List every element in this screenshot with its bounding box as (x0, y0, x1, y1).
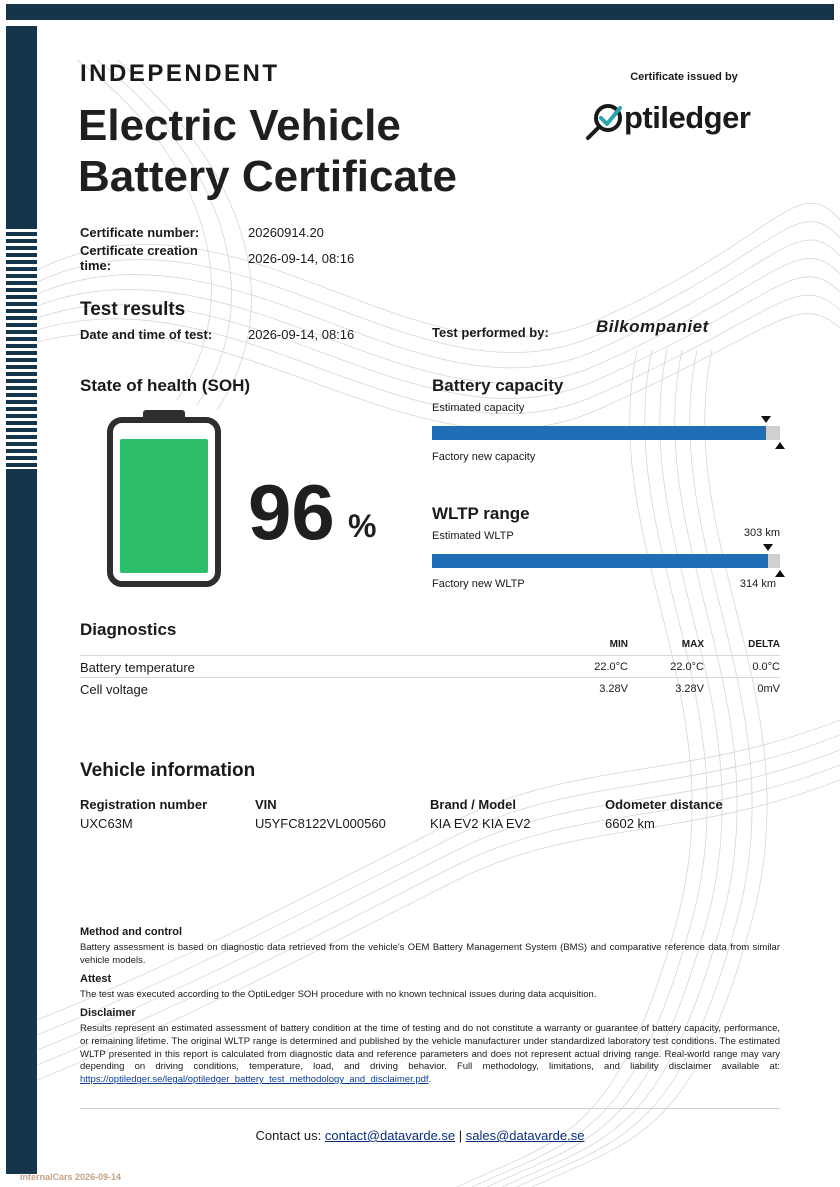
vehicle-info-heading: Vehicle information (80, 760, 256, 781)
contact-separator: | (455, 1128, 466, 1143)
estimated-wltp-value: 303 km (743, 527, 780, 539)
battery-fill (120, 439, 208, 573)
factory-capacity-label: Factory new capacity (432, 451, 536, 463)
diag-col-delta: DELTA (748, 639, 780, 650)
attest-heading: Attest (80, 973, 112, 985)
title-line-1: Electric Vehicle (78, 101, 401, 150)
wltp-bar (432, 544, 782, 580)
factory-wltp-value: 314 km (739, 578, 776, 590)
brand-model-value: KIA EV2 KIA EV2 (430, 816, 531, 831)
diag-row-min: 3.28V (599, 683, 628, 695)
logo-wordmark: ptiledger (624, 100, 751, 135)
left-border-stripes (6, 225, 37, 469)
registration-label: Registration number (80, 797, 208, 812)
test-performed-by-label: Test performed by: (432, 325, 549, 340)
test-results-heading: Test results (80, 299, 186, 320)
bar-track (432, 426, 780, 440)
certificate-number-label: Certificate number: (80, 225, 200, 240)
soh-heading: State of health (SOH) (80, 376, 251, 395)
page-title (78, 100, 518, 202)
vin-value: U5YFC8122VL000560 (255, 816, 386, 831)
footer-divider (80, 1108, 780, 1109)
issued-by-label: Certificate issued by (630, 71, 738, 83)
diag-row-name: Battery temperature (80, 660, 195, 675)
sales-email-link[interactable]: sales@datavarde.se (465, 1128, 585, 1143)
battery-capacity-bar (432, 416, 782, 452)
disclaimer-end: . (428, 1074, 432, 1086)
diag-row-max: 22.0°C (670, 661, 704, 673)
optiledger-logo (584, 98, 784, 142)
internal-watermark: InternalCars 2026-09-14 (20, 1172, 122, 1182)
disclaimer-link[interactable]: https://optiledger.se/legal/optiledger_battery_test_methodology_and_disclaimer.pdf (80, 1074, 429, 1086)
bar-fill (432, 426, 766, 440)
left-border-bar (6, 26, 37, 1174)
bar-remaining (768, 554, 780, 568)
certificate-creation-label (80, 243, 198, 273)
certificate-number-value: 20260914.20 (248, 225, 324, 240)
brand-model-label: Brand / Model (430, 797, 516, 812)
certificate-creation-label-line-1: Certificate creation (80, 243, 198, 258)
bar-fill (432, 554, 768, 568)
diag-col-max: MAX (681, 639, 704, 650)
registration-value: UXC63M (80, 816, 133, 831)
diag-divider (80, 677, 780, 678)
bar-track (432, 554, 780, 568)
soh-value: 96 (248, 468, 335, 556)
bar-remaining (766, 426, 780, 440)
diag-col-min: MIN (609, 639, 628, 650)
estimated-wltp-label: Estimated WLTP (432, 530, 514, 542)
disclaimer-body: Results represent an estimated assessment of battery condition at the time of testing and do not constitute a warranty or guarantee of battery capacity, performance, or remaining lifetime. The original WLTP range is determined and published by the vehicle manufacturer under standardized laboratory test conditions. The estimated WLTP presented in this report is calculated from diagnostic data and reference parameters and does not represent actual driving range. Real-world range may vary depending on driving conditions, temperature, load, and driving behavior. Full methodology, limitations, and liability disclaimer available at: (80, 1023, 780, 1073)
test-date-label: Date and time of test: (80, 327, 213, 342)
contact-label: Contact us: (255, 1128, 325, 1143)
bilkompaniet-logo: Bilkompaniet (596, 317, 709, 336)
factory-marker-icon (775, 442, 785, 449)
estimated-marker-icon (763, 544, 773, 551)
estimated-capacity-label: Estimated capacity (432, 402, 525, 414)
diag-row-name: Cell voltage (80, 682, 148, 697)
battery-capacity-heading: Battery capacity (432, 376, 564, 395)
certificate-creation-value: 2026-09-14, 08:16 (248, 251, 355, 266)
disclaimer-text (80, 1023, 780, 1087)
factory-marker-icon (775, 570, 785, 577)
battery-icon (106, 408, 222, 588)
vin-label: VIN (255, 797, 277, 812)
diag-row-max: 3.28V (675, 683, 704, 695)
disclaimer-heading: Disclaimer (80, 1007, 136, 1019)
certificate-creation-label-line-2: time: (80, 258, 112, 273)
diag-divider (80, 655, 780, 656)
top-border-bar (6, 4, 834, 20)
test-date-value: 2026-09-14, 08:16 (248, 327, 355, 342)
odometer-label: Odometer distance (605, 797, 723, 812)
factory-wltp-label: Factory new WLTP (432, 578, 525, 590)
diag-row-min: 22.0°C (594, 661, 628, 673)
diag-row-delta: 0.0°C (752, 661, 780, 673)
diag-row-delta: 0mV (757, 683, 780, 695)
certificate-eyebrow: INDEPENDENT (80, 60, 280, 87)
title-line-2: Battery Certificate (78, 152, 458, 201)
odometer-value: 6602 km (605, 816, 655, 831)
estimated-marker-icon (761, 416, 771, 423)
contact-email-link[interactable]: contact@datavarde.se (324, 1128, 456, 1143)
attest-text: The test was executed according to the OptiLedger SOH procedure with no known technical issues during data acquisition. (80, 989, 597, 1000)
soh-unit: % (348, 508, 377, 544)
wltp-heading: WLTP range (432, 504, 530, 523)
method-text: Battery assessment is based on diagnostic data retrieved from the vehicle's OEM Battery Management System (BMS) and comparative reference data from similar vehicle models. (80, 942, 780, 966)
diagnostics-heading: Diagnostics (80, 620, 177, 639)
contact-line (0, 1128, 840, 1143)
method-heading: Method and control (80, 926, 183, 938)
